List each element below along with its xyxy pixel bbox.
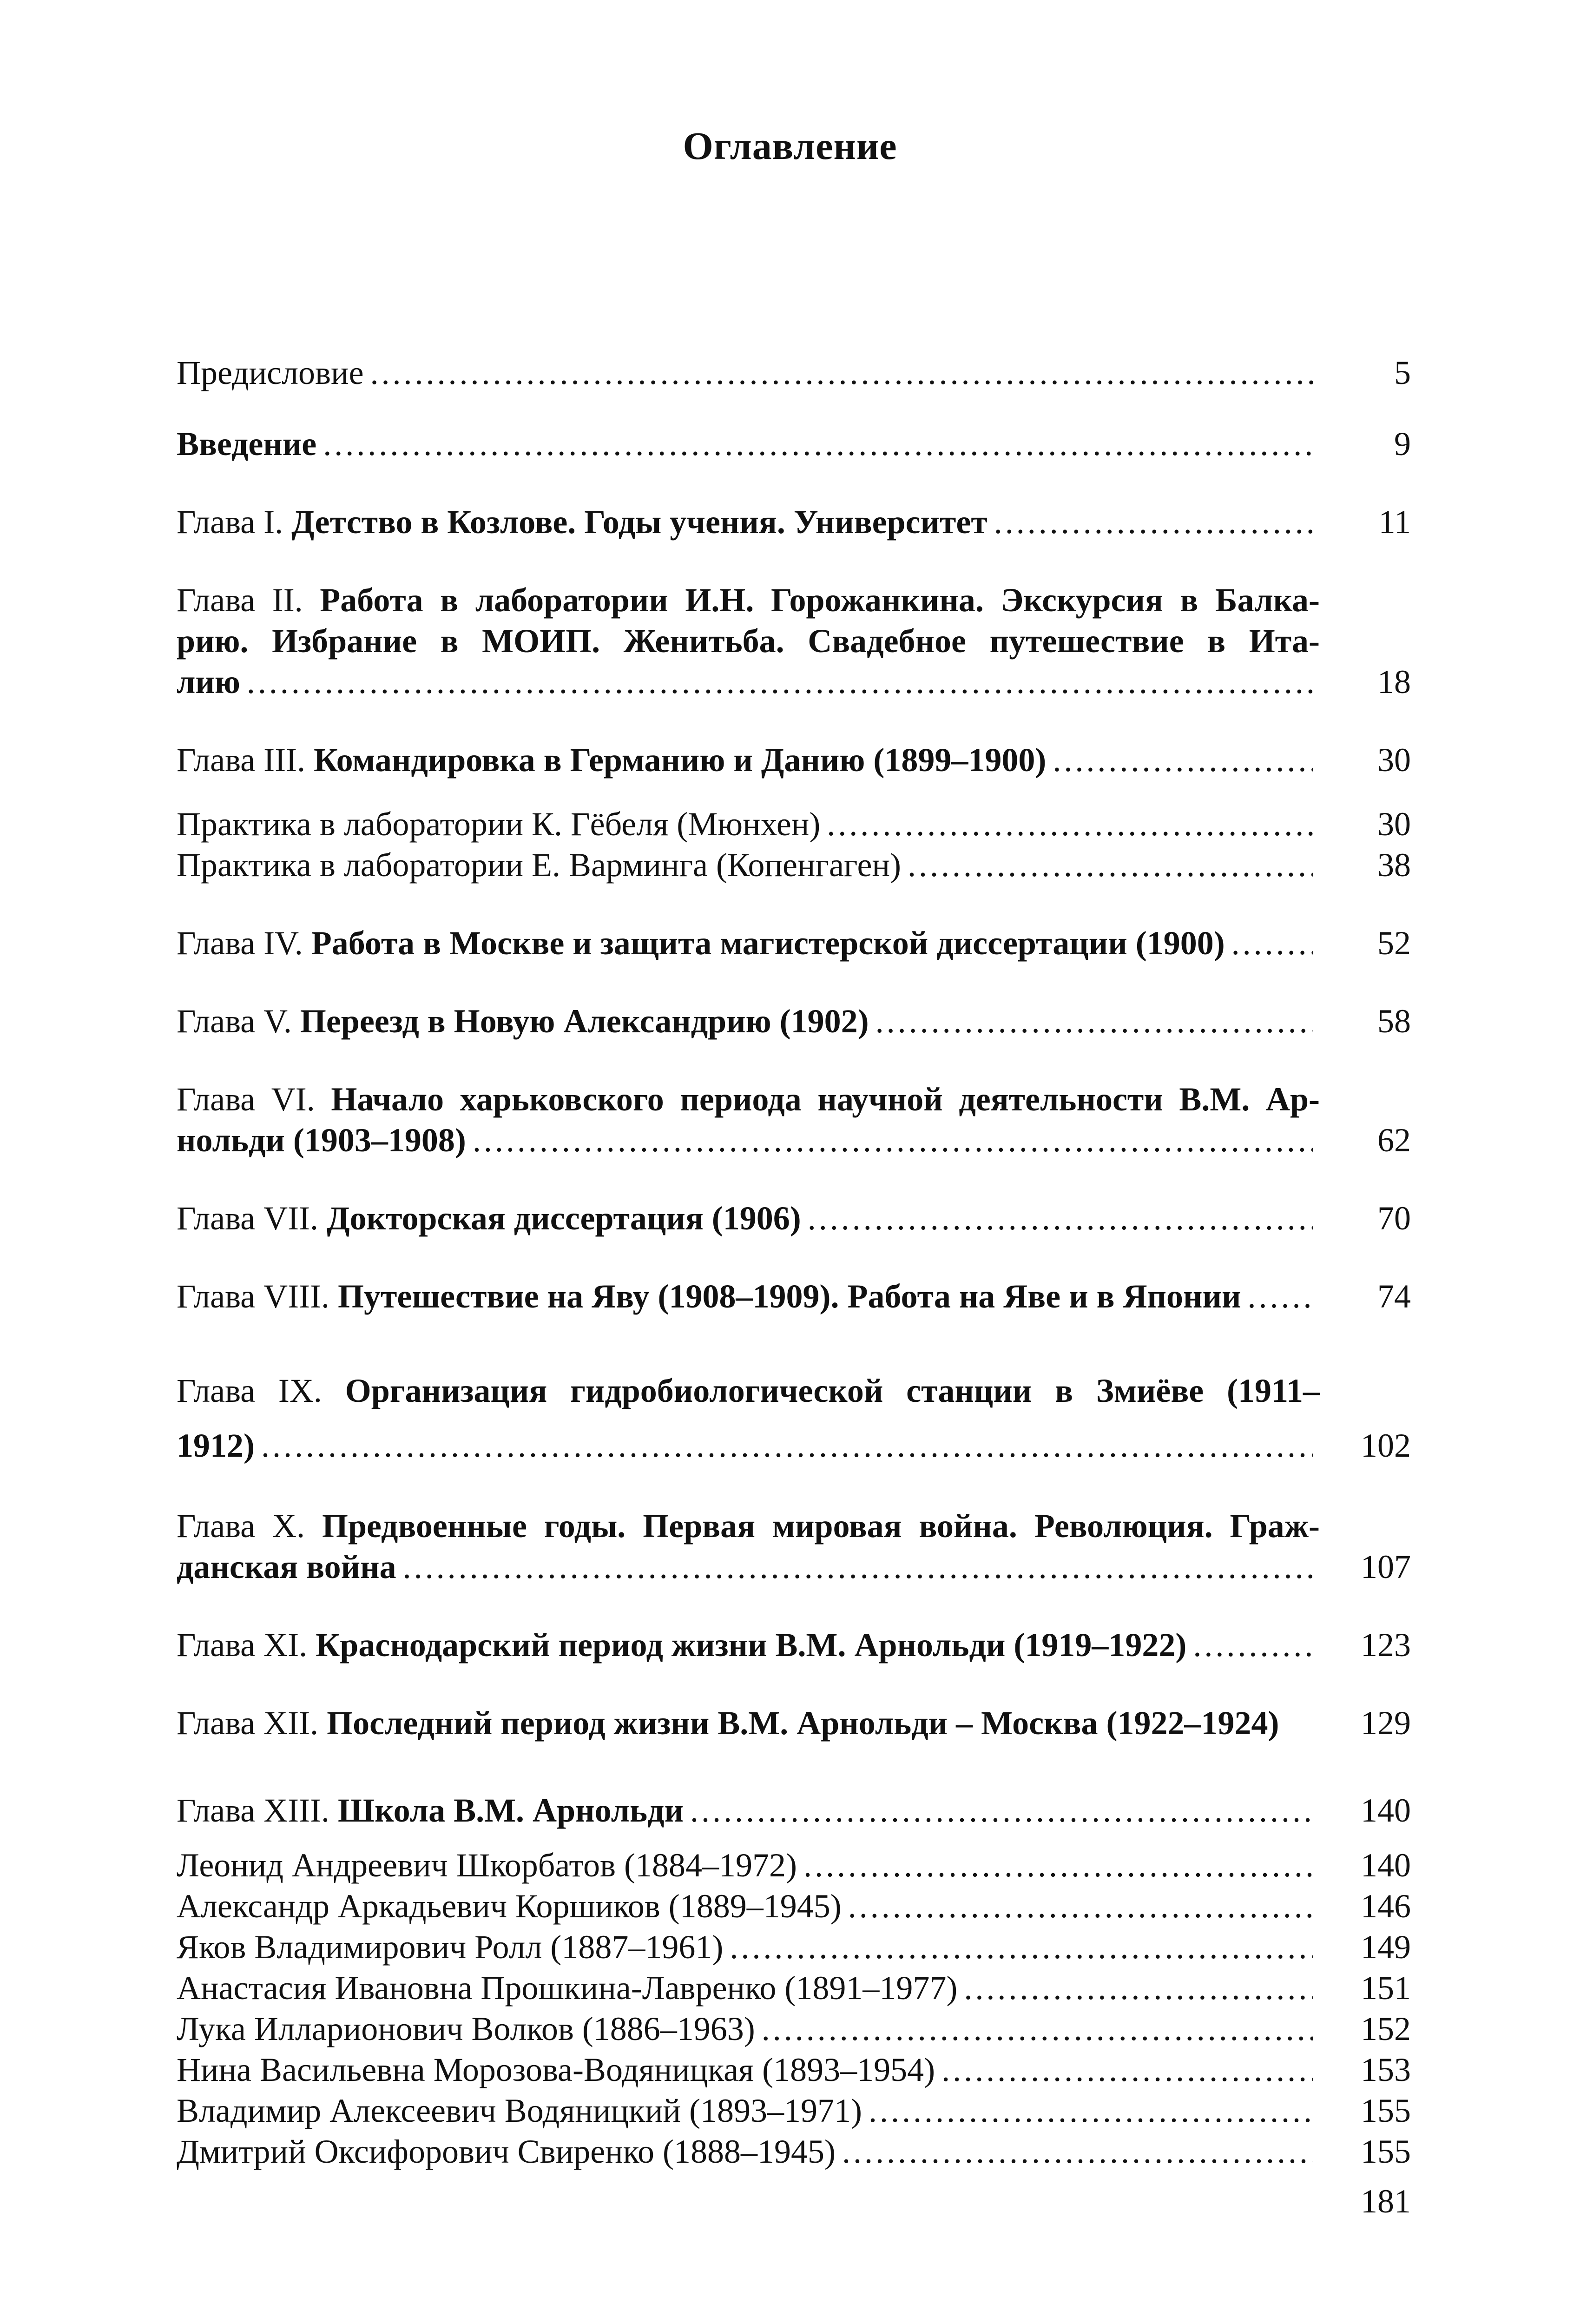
toc-entry-page: 70 bbox=[1377, 1200, 1411, 1237]
toc-entry-page: 155 bbox=[1361, 2133, 1411, 2170]
toc-entry-title: Путешествие на Яву (1908–1909). Работа на Яве и в Японии bbox=[338, 1278, 1241, 1315]
toc-entry-title: Яков Владимирович Ролл (1887–1961) bbox=[177, 1928, 724, 1966]
toc-entry bbox=[177, 423, 1411, 464]
page-number: 181 bbox=[1361, 2183, 1411, 2220]
toc-entry bbox=[177, 1703, 1411, 1743]
toc-entry-page: 153 bbox=[1361, 2051, 1411, 2088]
dot-leader bbox=[261, 1418, 1313, 1473]
dot-leader bbox=[1053, 739, 1313, 780]
toc-entry bbox=[177, 1927, 1411, 1967]
toc-entry bbox=[177, 1967, 1411, 2008]
chapter-label: Глава III. bbox=[177, 741, 314, 779]
toc-entry-page: 38 bbox=[1377, 846, 1411, 884]
toc-entry-page: 146 bbox=[1361, 1888, 1411, 1925]
dot-leader bbox=[869, 2090, 1313, 2131]
toc-entry bbox=[177, 1001, 1411, 1042]
dot-leader bbox=[908, 845, 1313, 885]
dot-leader bbox=[370, 352, 1313, 393]
toc-entry-page: 102 bbox=[1361, 1427, 1411, 1464]
dot-leader bbox=[803, 1845, 1313, 1886]
toc-entry-page: 140 bbox=[1361, 1847, 1411, 1884]
toc-entry-page: 129 bbox=[1361, 1704, 1411, 1742]
toc-entry-title: Переезд в Новую Александрию (1902) bbox=[300, 1003, 869, 1040]
toc-entry-page: 123 bbox=[1361, 1626, 1411, 1664]
toc-entry bbox=[177, 845, 1411, 885]
chapter-label: Глава II. bbox=[177, 581, 320, 619]
dot-leader bbox=[1231, 923, 1313, 964]
dot-leader bbox=[848, 1886, 1313, 1927]
toc-entry-title-line-2: 1912) bbox=[177, 1427, 255, 1464]
toc-entry-page: 30 bbox=[1377, 741, 1411, 779]
toc-entry-title: Детство в Козлове. Годы учения. Университет bbox=[291, 503, 988, 541]
chapter-label: Глава XI. bbox=[177, 1626, 316, 1664]
dot-leader bbox=[247, 661, 1313, 702]
dot-leader bbox=[842, 2131, 1313, 2172]
toc-entry-page: 151 bbox=[1361, 1969, 1411, 2007]
toc-entry-title: Дмитрий Оксифорович Свиренко (1888–1945) bbox=[177, 2133, 836, 2170]
dot-leader bbox=[730, 1927, 1313, 1967]
toc-entry-title: Введение bbox=[177, 425, 317, 462]
toc-entry bbox=[177, 1198, 1411, 1239]
toc-entry-title-line-1: Организация гидробиологической станции в Змиёве (1911– bbox=[345, 1372, 1320, 1409]
toc-entry-title: Александр Аркадьевич Коршиков (1889–1945) bbox=[177, 1888, 842, 1925]
dot-leader bbox=[876, 1001, 1313, 1042]
dot-leader bbox=[941, 2049, 1313, 2090]
toc-entry-title: Практика в лаборатории К. Гёбеля (Мюнхен) bbox=[177, 805, 821, 843]
toc-entry-title: Практика в лаборатории Е. Варминга (Копенгаген) bbox=[177, 846, 901, 884]
dot-leader bbox=[1193, 1624, 1313, 1665]
toc-entry bbox=[177, 1886, 1411, 1927]
dot-leader bbox=[473, 1120, 1313, 1161]
dot-leader bbox=[1247, 1276, 1313, 1317]
chapter-label: Глава XIII. bbox=[177, 1792, 338, 1829]
toc-entry bbox=[177, 804, 1411, 845]
toc-entry bbox=[177, 2090, 1411, 2131]
toc-entry-page: 52 bbox=[1377, 924, 1411, 962]
toc-entry bbox=[177, 1505, 1411, 1587]
toc-entry-title: Последний период жизни В.М. Арнольди – Москва (1922–1924) bbox=[327, 1704, 1279, 1742]
toc-entry-title: Анастасия Ивановна Прошкина-Лавренко (1891–1977) bbox=[177, 1969, 958, 2007]
dot-leader bbox=[964, 1967, 1313, 2008]
toc-entry-title-line-2: рию. Избрание в МОИП. Женитьба. Свадебное путешествие в Ита- bbox=[177, 622, 1320, 660]
toc-entry-title-line-1: Начало харьковского периода научной деятельности В.М. Ар- bbox=[331, 1081, 1320, 1118]
toc-entry bbox=[177, 1363, 1411, 1473]
toc-entry-page: 18 bbox=[1377, 663, 1411, 700]
toc-entry-title: Школа В.М. Арнольди bbox=[338, 1792, 684, 1829]
toc-entry bbox=[177, 1624, 1411, 1665]
toc-entry-title-line-1: Работа в лаборатории И.Н. Горожанкина. Экскурсия в Балка- bbox=[320, 581, 1320, 619]
toc-entry bbox=[177, 1845, 1411, 1886]
toc-entry-page: 155 bbox=[1361, 2092, 1411, 2129]
toc-entry-title-line-3: лию bbox=[177, 663, 240, 700]
chapter-label: Глава VII. bbox=[177, 1200, 327, 1237]
toc-entry bbox=[177, 1790, 1411, 1831]
dot-leader bbox=[762, 2008, 1313, 2049]
toc-entry-page: 30 bbox=[1377, 805, 1411, 843]
toc-entry-page: 11 bbox=[1378, 503, 1411, 541]
dot-leader bbox=[808, 1198, 1313, 1239]
toc-entry bbox=[177, 1079, 1411, 1161]
toc-entry-page: 152 bbox=[1361, 2010, 1411, 2047]
toc-entry-page: 5 bbox=[1394, 354, 1411, 391]
toc-entry bbox=[177, 2008, 1411, 2049]
table-of-contents bbox=[177, 352, 1411, 2172]
page-title: Оглавление bbox=[683, 125, 897, 168]
dot-leader bbox=[994, 502, 1313, 542]
toc-entry bbox=[177, 739, 1411, 780]
toc-entry bbox=[177, 2049, 1411, 2090]
toc-entry-title-line-2: данская война bbox=[177, 1548, 396, 1585]
toc-entry-page: 62 bbox=[1377, 1122, 1411, 1159]
dot-leader bbox=[323, 423, 1313, 464]
dot-leader bbox=[690, 1790, 1313, 1831]
toc-entry-title: Командировка в Германию и Данию (1899–1900) bbox=[314, 741, 1047, 779]
toc-entry bbox=[177, 502, 1411, 542]
chapter-label: Глава I. bbox=[177, 503, 292, 541]
toc-entry-title-line-2: нольди (1903–1908) bbox=[177, 1122, 466, 1159]
chapter-label: Глава V. bbox=[177, 1003, 300, 1040]
dot-leader bbox=[827, 804, 1313, 845]
toc-entry-page: 149 bbox=[1361, 1928, 1411, 1966]
chapter-label: Глава VIII. bbox=[177, 1278, 338, 1315]
toc-entry-title: Владимир Алексеевич Водяницкий (1893–1971) bbox=[177, 2092, 862, 2129]
toc-entry-title-line-1: Предвоенные годы. Первая мировая война. Революция. Граж- bbox=[322, 1507, 1320, 1545]
chapter-label: Глава IV. bbox=[177, 924, 311, 962]
toc-entry-title: Леонид Андреевич Шкорбатов (1884–1972) bbox=[177, 1847, 797, 1884]
toc-entry-title: Нина Васильевна Морозова-Водяницкая (1893–1954) bbox=[177, 2051, 935, 2088]
dot-leader bbox=[403, 1546, 1313, 1587]
toc-entry-title: Предисловие bbox=[177, 354, 364, 391]
toc-entry-title: Работа в Москве и защита магистерской диссертации (1900) bbox=[311, 924, 1225, 962]
toc-entry bbox=[177, 580, 1411, 702]
chapter-label: Глава IX. bbox=[177, 1372, 345, 1409]
toc-entry-page: 58 bbox=[1377, 1003, 1411, 1040]
toc-entry bbox=[177, 2131, 1411, 2172]
chapter-label: Глава X. bbox=[177, 1507, 322, 1545]
chapter-label: Глава XII. bbox=[177, 1704, 327, 1742]
toc-entry bbox=[177, 1276, 1411, 1317]
toc-entry-title: Докторская диссертация (1906) bbox=[327, 1200, 801, 1237]
toc-entry bbox=[177, 352, 1411, 393]
toc-entry-title: Лука Илларионович Волков (1886–1963) bbox=[177, 2010, 755, 2047]
toc-entry-page: 9 bbox=[1394, 425, 1411, 462]
toc-entry bbox=[177, 923, 1411, 964]
toc-entry-page: 107 bbox=[1361, 1548, 1411, 1585]
toc-entry-page: 74 bbox=[1377, 1278, 1411, 1315]
toc-entry-page: 140 bbox=[1361, 1792, 1411, 1829]
chapter-label: Глава VI. bbox=[177, 1081, 331, 1118]
toc-entry-title: Краснодарский период жизни В.М. Арнольди (1919–1922) bbox=[316, 1626, 1187, 1664]
